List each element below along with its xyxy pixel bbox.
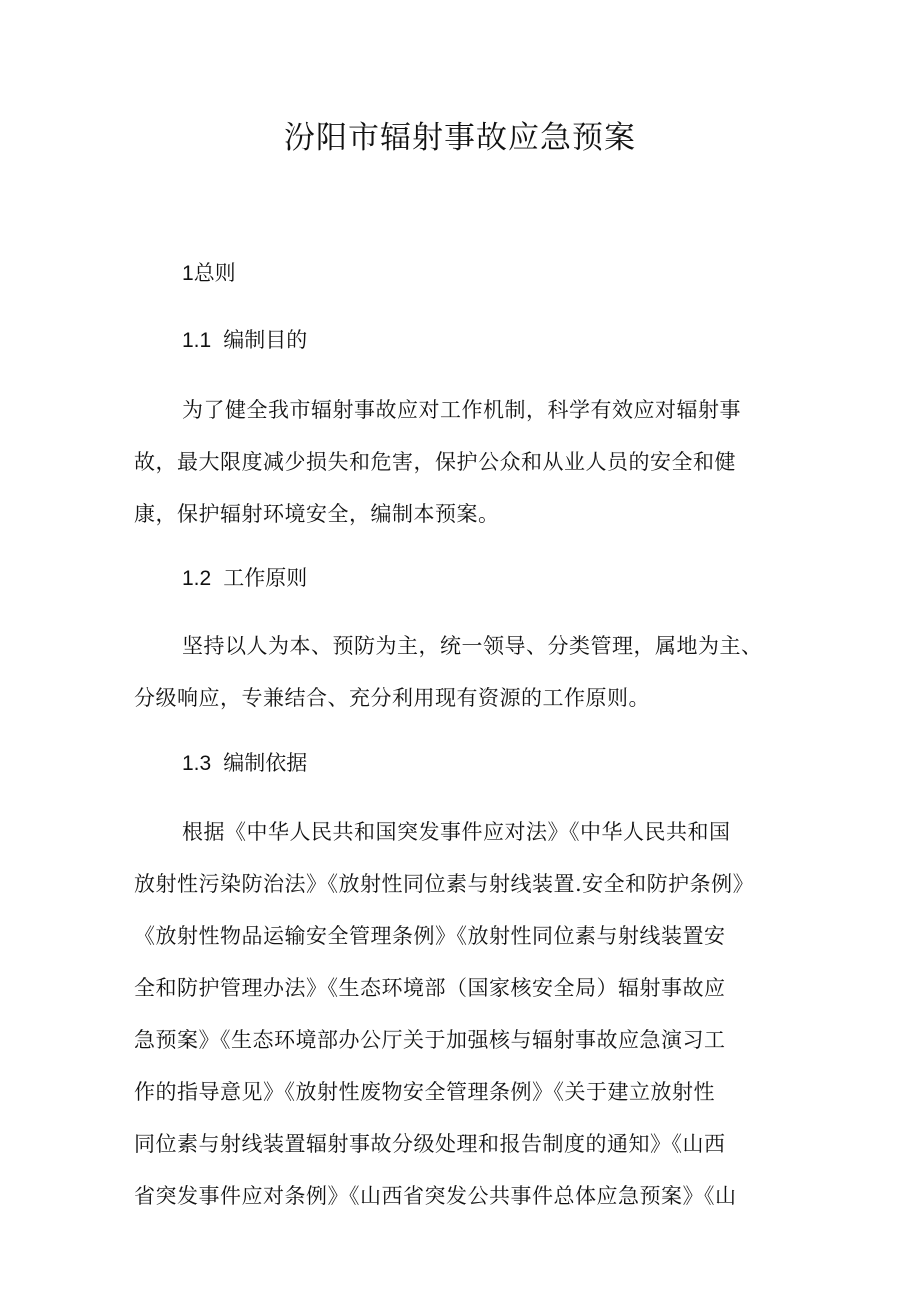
paragraph-basis [134,806,788,1222]
section-heading-general [182,253,236,294]
paragraph-line: 同位素与射线装置辐射事故分级处理和报告制度的通知》《山西 [134,1132,726,1156]
paragraph-line: 放射性污染防治法》《放射性同位素与射线装置.安全和防护条例》 [134,872,755,896]
paragraph-purpose [134,384,788,540]
section-heading-purpose [182,320,307,361]
paragraph-line: 根据《中华人民共和国突发事件应对法》《中华人民共和国 [182,820,731,844]
paragraph-line: 《放射性物品运输安全管理条例》《放射性同位素与射线装置安 [134,924,726,948]
section-title: 编制目的 [223,328,308,352]
section-number: 1.1 [182,329,212,352]
paragraph-line: 为了健全我市辐射事故应对工作机制，科学有效应对辐射事 [182,398,741,422]
paragraph-line: 坚持以人为本、预防为主，统一领导、分类管理，属地为主、 [182,634,763,658]
section-heading-principles [182,558,307,599]
section-title: 工作原则 [223,566,308,590]
paragraph-line: 分级响应，专兼结合、充分利用现有资源的工作原则。 [134,686,650,710]
paragraph-principles [134,620,788,724]
paragraph-line: 作的指导意见》《放射性废物安全管理条例》《关于建立放射性 [134,1080,715,1104]
document-title: 汾阳市辐射事故应急预案 [284,120,636,156]
paragraph-line: 全和防护管理办法》《生态环境部（国家核安全局）辐射事故应 [134,976,726,1000]
paragraph-line: 省突发事件应对条例》《山西省突发公共事件总体应急预案》《山 [134,1184,737,1208]
section-number: 1 [182,262,194,285]
section-title: 总则 [193,261,236,285]
section-title: 编制依据 [223,751,308,775]
paragraph-line: 康，保护辐射环境安全，编制本预案。 [134,502,500,526]
section-number: 1.3 [182,752,212,775]
paragraph-line: 急预案》《生态环境部办公厅关于加强核与辐射事故应急演习工 [134,1028,726,1052]
section-number: 1.2 [182,567,212,590]
paragraph-line: 故，最大限度减少损失和危害，保护公众和从业人员的安全和健 [134,450,736,474]
section-heading-basis [182,743,307,784]
